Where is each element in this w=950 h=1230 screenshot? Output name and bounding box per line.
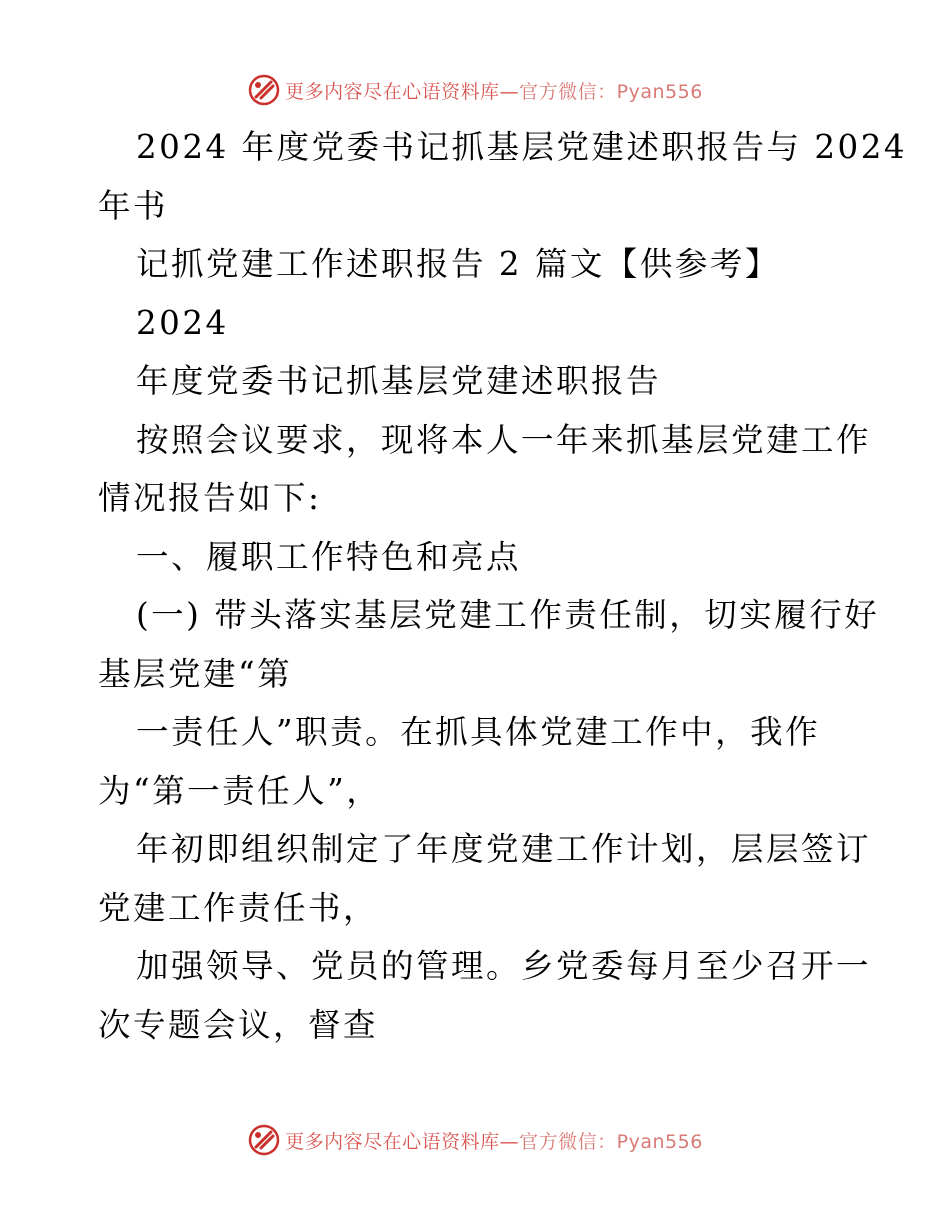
logo-icon bbox=[247, 1123, 281, 1157]
watermark-dash: — bbox=[499, 1130, 520, 1153]
watermark-text: 更多内容尽在心语资料库 bbox=[285, 1130, 500, 1153]
paragraph-line: 一责任人”职责。在抓具体党建工作中，我作 bbox=[136, 713, 821, 751]
title-line-3: 记抓党建工作述职报告 2 篇文【供参考】 bbox=[136, 245, 780, 283]
watermark-header bbox=[0, 70, 950, 110]
section-heading: 一、履职工作特色和亮点 bbox=[136, 537, 522, 576]
title-line-1: 2024 年度党委书记抓基层党建述职报告与 2024 bbox=[136, 128, 908, 166]
title-line-2: 年书 bbox=[98, 186, 169, 225]
watermark-text: 更多内容尽在心语资料库 bbox=[285, 80, 500, 103]
paragraph-line: 加强领导、党员的管理。乡党委每月至少召开一 bbox=[136, 947, 872, 985]
paragraph-line: 次专题会议，督查 bbox=[98, 1005, 379, 1044]
paragraph-line: 党建工作责任书， bbox=[98, 888, 379, 927]
subsection-heading: (一) 带头落实基层党建工作责任制，切实履行好 bbox=[136, 596, 880, 634]
paragraph-line: 情况报告如下: bbox=[98, 479, 322, 517]
logo-icon bbox=[247, 73, 281, 107]
paragraph-line: 为“第一责任人”， bbox=[98, 771, 382, 810]
watermark-footer bbox=[0, 1120, 950, 1160]
watermark-dash: — bbox=[499, 80, 520, 103]
watermark-wechat: 官方微信：Pyan556 bbox=[519, 80, 703, 103]
paragraph-line: 按照会议要求，现将本人一年来抓基层党建工作 bbox=[136, 420, 872, 459]
document-body bbox=[98, 118, 908, 1054]
paragraph-line: 年初即组织制定了年度党建工作计划，层层签订 bbox=[136, 830, 872, 868]
watermark-wechat: 官方微信：Pyan556 bbox=[519, 1130, 703, 1153]
year-line: 2024 bbox=[136, 303, 229, 342]
paragraph-line: 基层党建“第 bbox=[98, 654, 293, 693]
subtitle-line: 年度党委书记抓基层党建述职报告 bbox=[136, 362, 662, 400]
